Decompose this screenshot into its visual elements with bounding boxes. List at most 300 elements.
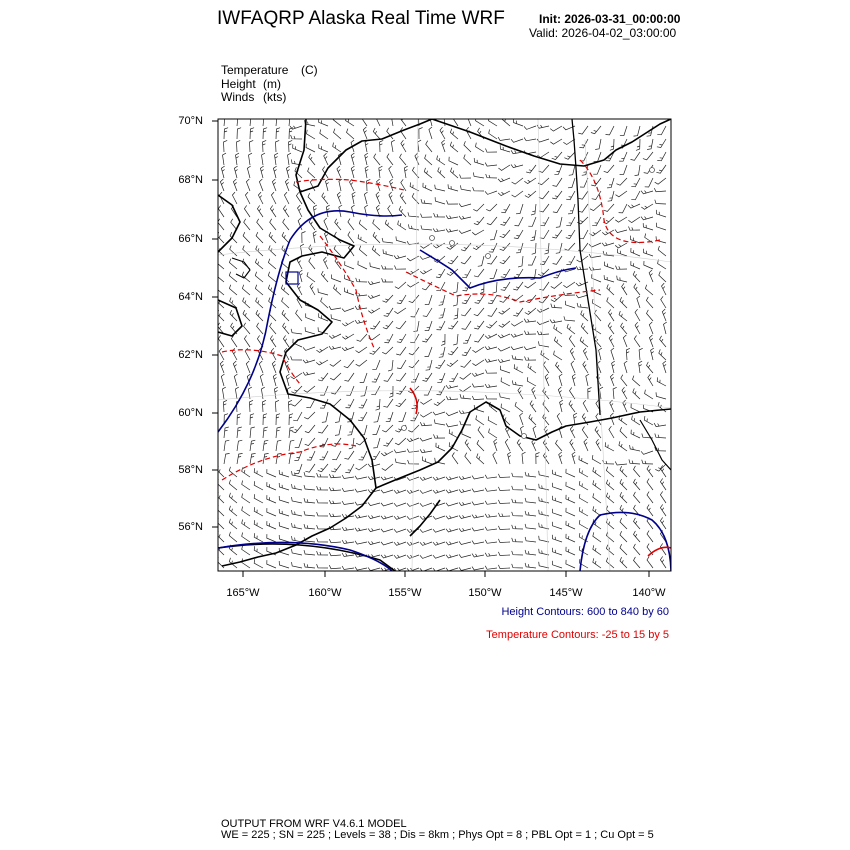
lat-label: 66°N [178,233,203,245]
arctic-coast-north [296,119,432,192]
wind-barb [229,285,237,295]
wind-barb [639,348,643,360]
wind-barb [367,179,371,191]
wind-barb [556,440,563,451]
wind-barb [383,295,394,302]
wind-barb [433,529,445,532]
wind-barb [370,263,380,270]
wind-barb [331,314,341,321]
station-marker [450,241,455,246]
wind-barb [565,243,576,250]
wind-barb [472,360,484,366]
wind-barb [530,230,536,241]
wind-barb [465,440,471,451]
wind-barb [446,423,458,427]
wind-barb [304,472,315,477]
wind-barb [485,359,497,362]
wind-barb [319,144,328,152]
wind-barb [486,149,498,153]
temperature-contours [222,160,671,556]
wind-barb [439,308,445,318]
wind-barb [356,360,367,366]
wind-barb [222,387,225,399]
wind-barb [292,497,303,503]
wind-barb [381,555,393,558]
wind-barb [254,559,263,568]
wind-barb [541,350,549,360]
wind-barb [324,218,328,230]
wind-barb [453,114,459,126]
wind-barb [237,115,242,126]
wind-barb [459,203,471,206]
wind-barb [553,204,562,213]
wind-barb [291,386,302,393]
wind-barb [560,400,563,412]
wind-barb [342,488,354,492]
wind-barb [450,129,458,139]
wind-barb [620,518,627,529]
wind-barb [498,552,510,556]
wind-barb [425,155,432,166]
wind-barb [647,492,653,503]
wind-barb [581,323,588,334]
wind-barb [305,425,315,433]
wind-barb [525,511,536,516]
wind-barb [606,545,614,555]
wind-barb [633,271,640,282]
wind-barb [389,386,393,397]
wind-barb [649,322,653,334]
wind-barb [304,511,315,516]
wind-barb [620,479,627,490]
wind-barb [433,243,445,248]
wind-barb [276,427,281,438]
wind-barb [258,192,263,204]
wind-barb [308,168,315,178]
wind-barb [352,205,355,217]
wind-barb [566,482,575,490]
wind-barb [407,256,419,261]
wind-barb [410,182,419,191]
wind-barb [364,192,367,204]
wind-barb [620,297,627,308]
wind-barb [304,550,315,555]
wind-barb [293,144,302,152]
wind-barb [368,528,380,531]
wind-barb [583,400,588,412]
wind-barb [229,480,237,490]
wind-barb [595,427,601,438]
wind-barb [634,518,641,529]
wind-barb [620,427,627,438]
wind-barb [365,140,368,152]
wind-barb [579,139,588,148]
wind-barb [394,490,406,493]
wind-barb [242,468,250,478]
wind-barb [321,271,328,282]
wind-barb [621,375,627,386]
lon-label: 160°W [308,587,342,599]
wind-barb [368,567,380,570]
wind-barb [583,348,588,360]
wind-barb [279,522,289,529]
wind-barb [242,533,250,543]
wind-barb [412,167,419,178]
wind-barb [655,178,666,184]
wind-barb [459,541,471,544]
wind-barb [318,288,328,295]
lat-label: 56°N [178,521,203,533]
wind-barb [335,412,341,423]
wind-barb [373,128,380,139]
wind-barb [437,373,445,382]
wind-barb [237,440,242,451]
wind-barb [646,297,653,308]
wind-barb [498,526,510,530]
wind-barb [318,425,328,433]
wind-barb [426,360,432,370]
wind-barb [245,192,250,204]
wind-barb [255,285,263,295]
wind-barb [554,165,562,174]
wind-barb [370,347,380,354]
wind-barb [307,451,315,460]
wind-barb [334,245,341,256]
wind-barb [634,336,640,348]
wind-barb [305,438,315,446]
wind-barb [634,284,640,295]
wind-barb [633,376,641,386]
wind-barb [407,542,419,545]
wind-barb [368,281,380,284]
wind-barb [459,554,471,557]
wind-barb [570,439,575,451]
wind-barb [384,334,393,343]
wind-barb [329,552,341,556]
height-contour-line [420,250,576,288]
wind-barb [348,232,354,243]
wind-barb [460,185,471,191]
wind-barb [267,521,276,529]
temperature-contour-legend: Temperature Contours: -25 to 15 by 5 [486,629,669,641]
wind-barb [221,374,224,386]
wind-barb [508,452,511,464]
wind-barb [543,401,549,412]
wind-barb [485,346,497,349]
wind-barb [355,567,367,570]
wind-barb [525,524,536,529]
wind-barb [537,152,549,158]
wind-barb [607,284,614,295]
wind-barb [657,139,666,148]
wind-barb [485,514,497,518]
wind-barb [255,259,263,269]
wind-barb [303,360,315,363]
wind-barb [381,542,393,545]
wind-barb [550,126,562,131]
wind-barb [255,272,263,282]
wind-barb [389,166,393,178]
wind-barb [645,178,653,187]
wind-barb [539,562,549,568]
wind-barb [462,430,471,438]
wind-barb [524,319,536,323]
station-marker [486,254,491,259]
wind-barb [344,360,354,368]
wind-barb [620,492,627,503]
wind-barb [348,219,354,230]
wind-barb [229,493,237,503]
wind-barb [635,309,640,321]
wind-barb [276,414,280,425]
wind-barb [297,257,302,269]
wind-barb [566,191,575,200]
wind-barb [273,374,276,386]
wind-barb [645,390,653,399]
wind-barb [460,175,472,179]
wind-barb [289,140,293,152]
wind-barb [292,523,303,529]
wind-barb [400,154,406,165]
wind-barb [602,230,614,235]
wind-barb [285,179,289,191]
wind-barb [293,412,302,421]
wind-barb [304,563,315,568]
wind-barb [259,179,263,191]
wind-barb [543,440,549,452]
wind-barb [485,553,497,557]
wind-barb [310,283,315,295]
wind-barb [383,249,393,256]
wind-barb [268,272,276,282]
wind-barb [473,187,484,191]
wind-barb [620,557,627,568]
wind-barb [322,193,328,204]
wind-barb [525,550,536,555]
wind-barb [591,178,601,186]
wind-barb [382,464,393,470]
wind-barb [254,546,263,555]
wind-barb [267,495,276,503]
wind-barb [567,324,575,334]
wind-barb [654,188,666,192]
wind-barb [655,200,666,204]
wind-barb [649,335,653,347]
wind-barb [368,295,380,299]
wind-barb [357,334,367,341]
wind-barb [489,130,497,140]
wind-barb [420,412,432,417]
wind-barb [425,295,432,305]
wind-barb [303,347,315,350]
wind-barb [317,551,328,555]
variable-unit: (m) [263,77,281,91]
wind-barb [358,412,367,421]
wind-barb [563,282,575,288]
wind-barb [313,231,316,243]
wind-barb [464,141,471,152]
wind-barb [477,440,484,451]
wind-barb [438,167,445,178]
wind-barb [556,362,563,373]
wind-barb [373,425,381,434]
wind-barb [532,387,536,399]
wind-barb [220,179,224,191]
wind-barb [461,243,471,251]
wind-barb [473,172,484,178]
wind-barb [279,561,289,568]
wind-barb [292,484,303,490]
wind-barb [270,219,276,230]
wind-barb [374,154,380,165]
wind-barb [420,503,432,506]
wind-barb [576,295,588,298]
wind-barb [518,387,523,399]
wind-barb [659,271,666,282]
wind-barb [345,261,354,269]
wind-barb [371,451,380,460]
wind-barb [472,502,484,505]
wind-barb [514,364,523,373]
wind-barb [656,210,666,217]
wind-barb [501,378,510,387]
wind-barb [452,453,458,465]
wind-barb [446,529,458,532]
wind-barb [515,402,523,412]
wind-barb [412,193,419,204]
wind-barb [527,377,536,386]
wind-barb [275,400,279,412]
wind-barb [566,508,575,516]
wind-barb [306,399,315,408]
wind-barb [500,230,510,238]
wind-barb [472,554,484,557]
wind-barb [554,325,562,335]
wind-barb [279,470,289,477]
wind-barb [603,460,614,464]
wind-barb [511,321,523,326]
wind-barb [423,183,432,191]
wind-barb [593,480,601,490]
wind-barb [540,230,549,239]
wind-barb [449,429,458,438]
wind-barb [257,323,263,334]
wind-barb [629,227,641,231]
wind-barb [359,246,367,256]
wind-barb [473,204,484,211]
map-title: IWFAQRP Alaska Real Time WRF [217,8,505,29]
wind-barb [580,337,588,347]
wind-barb [333,143,341,152]
wind-barb [494,439,497,451]
wind-barb [486,204,497,211]
wind-barb [607,297,614,308]
wind-barb [511,139,523,142]
wind-barb [579,456,588,464]
variable-unit: (C) [301,63,318,77]
station-marker [402,426,407,431]
wind-barb [642,460,653,464]
wind-barb [407,555,419,558]
wind-barb [320,129,328,139]
wind-barb [396,236,406,243]
wind-barb [566,230,575,239]
wind-barb [476,415,484,425]
wind-barb [242,507,250,517]
wind-barb [335,219,341,230]
wind-barb [453,282,458,293]
wind-barb [246,361,250,373]
wind-barb [355,528,367,531]
wind-barb [596,413,601,425]
wind-barb [306,313,315,321]
wind-barb [368,464,380,467]
wind-barb [592,299,601,308]
wind-barb [647,362,654,373]
wind-barb [380,140,384,152]
wind-barb [329,334,341,338]
wind-barb [376,114,380,126]
wind-barb [462,295,471,304]
wind-barb [619,441,627,451]
wind-barb [276,440,281,451]
lat-label: 64°N [178,291,203,303]
wind-barb [493,282,498,293]
wind-barb [591,126,601,134]
wind-barb [289,440,294,451]
wind-barb [310,179,315,191]
wind-barb [499,321,510,327]
wind-barb [273,166,276,178]
wind-barb [472,384,484,388]
wind-barb [525,308,536,314]
wind-barb [409,360,419,368]
wind-barb [525,191,536,198]
wind-barb [564,152,575,159]
wind-barb [395,438,406,445]
wind-barb [408,224,419,230]
wind-barb [404,166,407,178]
wind-barb [305,327,315,334]
wind-barb [299,270,302,282]
station-marker [522,434,527,439]
wind-barb [282,298,289,309]
wind-barb [526,295,536,303]
wind-barb [628,217,640,223]
wind-barb [641,217,653,220]
wind-barb [651,348,654,360]
wind-barb [501,404,510,412]
wind-barb [317,564,328,568]
wind-barb [244,335,250,347]
wind-barb [218,219,224,230]
wind-barb [272,361,276,373]
wind-barb [465,453,471,464]
wind-barb [256,298,263,309]
wind-barb [610,400,614,412]
wind-barb [588,388,592,400]
wind-barb [250,453,256,464]
wind-barb [263,440,268,451]
wind-barb [499,308,510,314]
wind-barb [594,152,601,162]
wind-barb [486,174,497,178]
wind-barb [631,430,640,438]
wind-barb [408,212,419,217]
wind-barb [355,541,367,544]
wind-barb [525,537,536,542]
variable-name: Height [221,77,256,91]
